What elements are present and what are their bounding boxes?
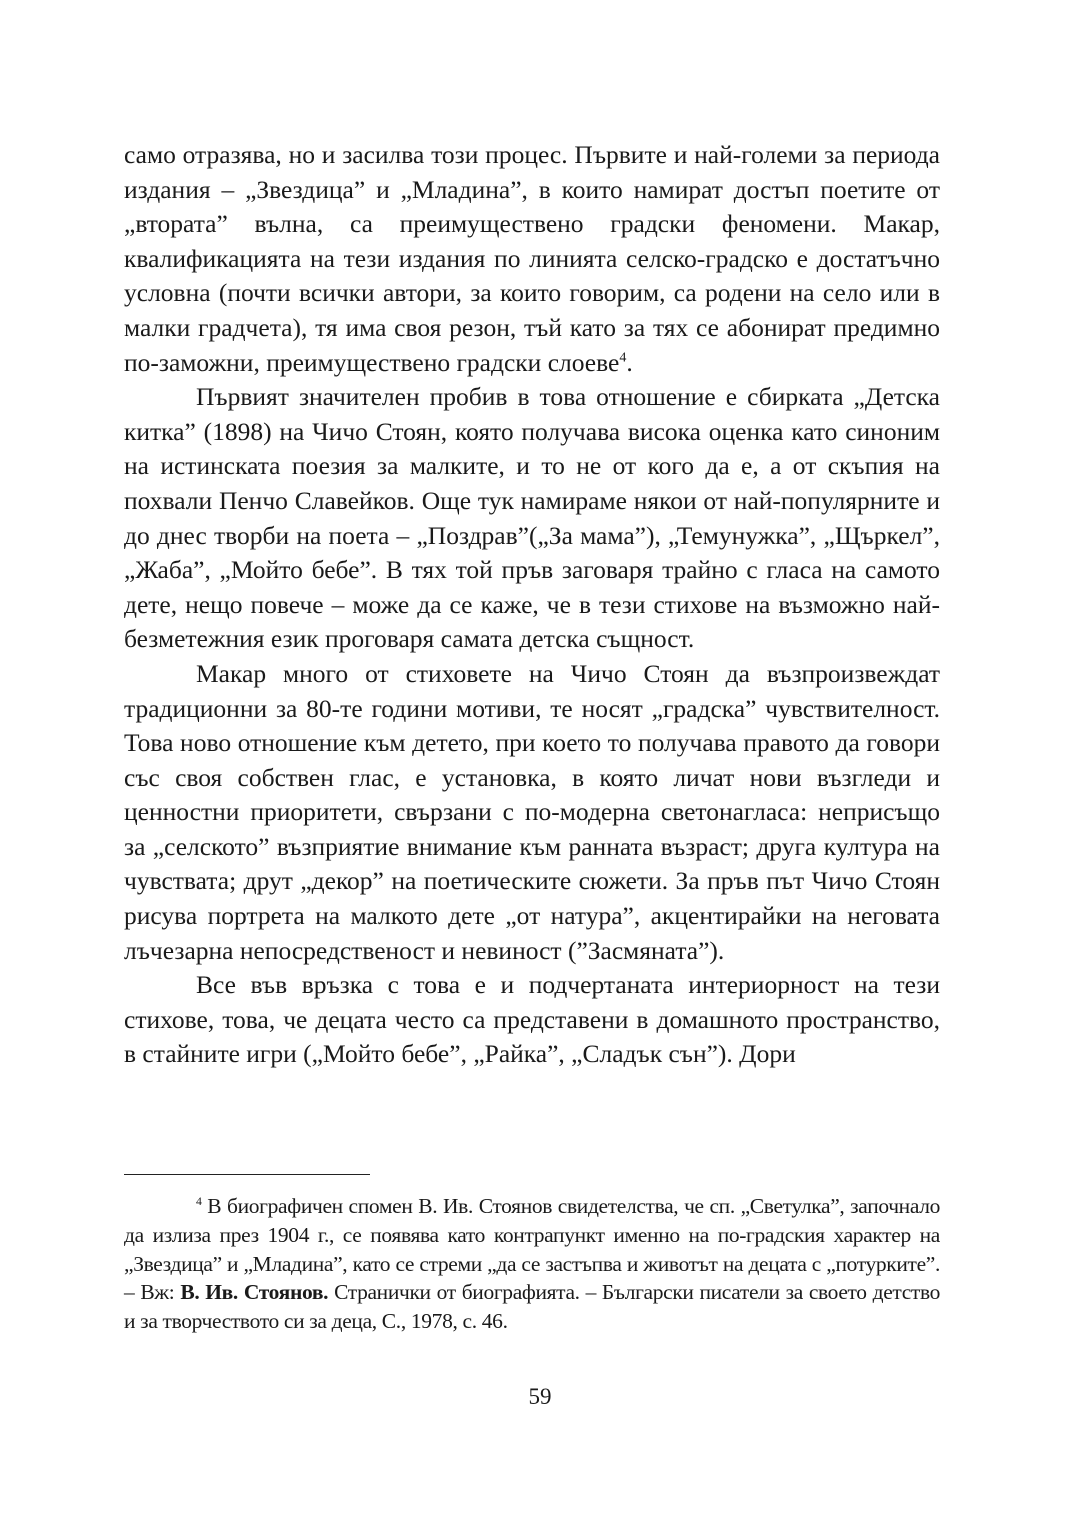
paragraph-4: Все във връзка с това е и подчертаната интериорност на тези стихове, това, че децата често са представени в домашното пространство, в стайните игри („Мойто бебе”, „Райка”, „Сладък сън”). Дори bbox=[124, 970, 940, 1069]
footnote-reference[interactable]: 4 bbox=[619, 350, 627, 366]
footnote-author: В. Ив. Стоянов. bbox=[180, 1280, 329, 1305]
main-text bbox=[124, 138, 940, 1072]
paragraph-1-tail: . bbox=[626, 347, 633, 377]
page-number: 59 bbox=[528, 1384, 552, 1409]
footnote-text-after: Странички от биографията. – Български писатели за своето детство и за творчеството си за деца, С., 1978, с. 46. bbox=[124, 1280, 940, 1334]
page-body bbox=[124, 138, 940, 1072]
paragraph-3: Макар много от стиховете на Чичо Стоян да възпроизвеждат традиционни за 80-те години мотиви, те носят „градска” чувствителност. Това ново отношение към детето, при което то получава правото да говори със своя собствен глас, е установка, в която личат нови възгледи и ценностни приоритети, свързани с по-модерна светонагласа: неприсъщо за „селското” възприятие внимание към ранната възраст; друга култура на чувствата; друт „декор” на поетическите сюжети. За пръв път Чичо Стоян рисува портрета на малкото дете „от натура”, акцентирайки на неговата лъчезарна непосредственост и невиност (”Засмяната”). bbox=[124, 658, 940, 965]
paragraph-1-text: само отразява, но и засилва този процес. Първите и най-големи за периода издания – „Звездица” и „Младина”, в които намират достъп поетите от „втората” вълна, са преимуществено градски феномени. Макар, квалификацията на тези издания по линията селско-градско е достатъчно условна (почти всички автори, за които говорим, са родени на село или в малки градчета), тя има своя резон, тъй като за тях се абонират предимно по-заможни, преимуществено градски слоеве bbox=[124, 140, 940, 377]
footnote-text-before: В биографичен спомен В. Ив. Стоянов свидетелства, че сп. „Светулка”, започнало да излиза през 1904 г., се появява като контрапункт именно на по-градския характер на „Звездица” и „Младина”, като се стреми „да се застъпва и животът на децата с „потурките”. – Вж: bbox=[124, 1194, 940, 1305]
footnote-marker: 4 bbox=[196, 1193, 202, 1208]
paragraph-1 bbox=[124, 138, 940, 380]
paragraph-2: Първият значителен пробив в това отношение е сбирката „Детска китка” (1898) на Чичо Стоян, която получава висока оценка като синоним на истинската поезия за малките, и то не от кого да е, а от скъпия на похвали Пенчо Славейков. Още тук намираме някои от най-популярните и до днес творби на поета – „Поздрав”(„За мама”), „Темунужка”, „Щъркел”, „Жаба”, „Мойто бебе”. В тях той пръв заговаря трайно с гласа на самото дете, нещо повече – може да се каже, че в тези стихове на възможно най-безметежния език проговаря самата детска същност. bbox=[124, 382, 940, 654]
footnote bbox=[124, 1192, 940, 1336]
footnote-divider bbox=[124, 1174, 370, 1175]
